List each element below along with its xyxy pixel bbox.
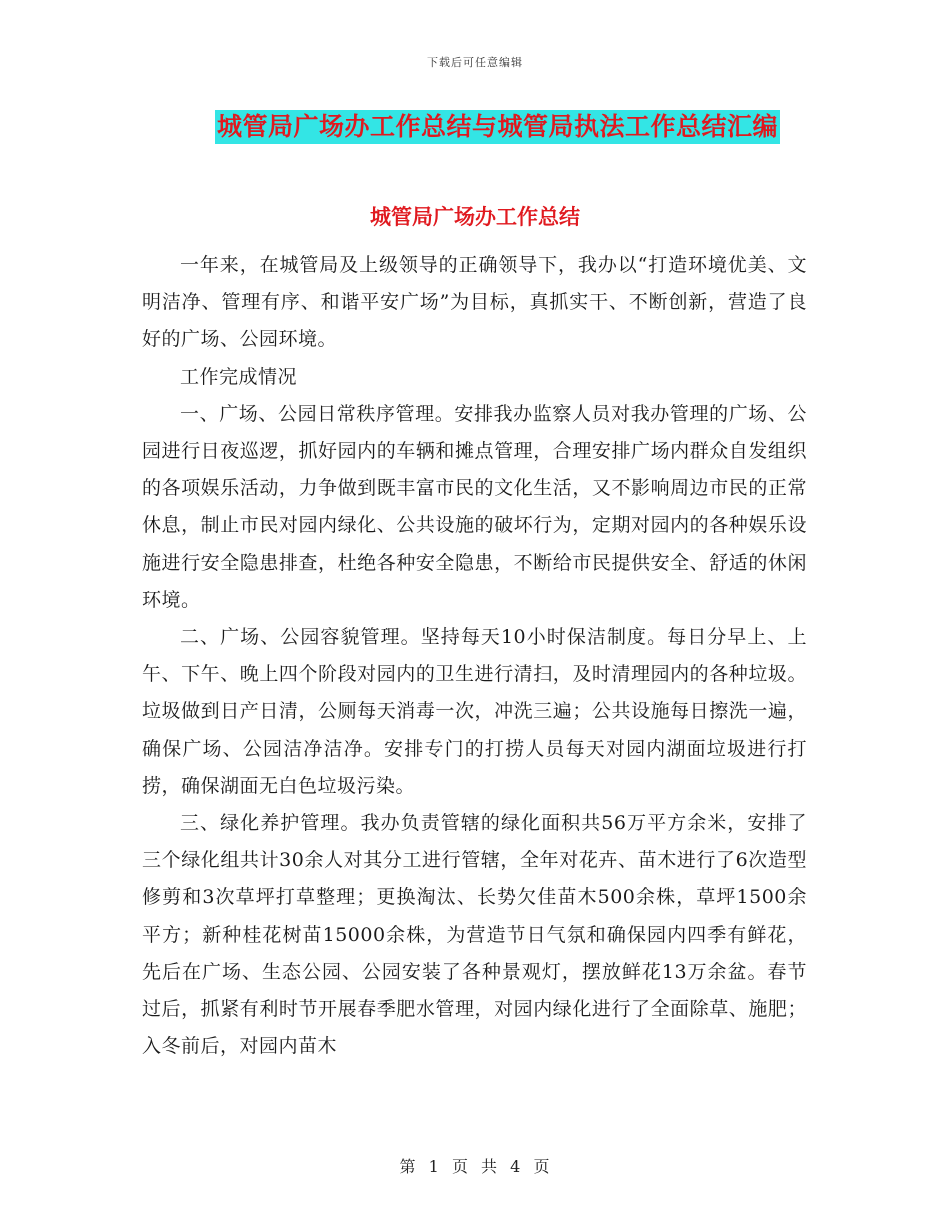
header-note: 下载后可任意编辑: [427, 56, 523, 69]
section-title: 城管局广场办工作总结: [370, 205, 580, 229]
document-body: [142, 247, 807, 1065]
footer-label-unit: 页: [451, 1157, 469, 1176]
footer-current-page: 1: [428, 1157, 440, 1176]
footer-total-pages: 4: [510, 1157, 522, 1176]
footer-label-unit2: 页: [533, 1157, 551, 1176]
footer-label-total: 共: [481, 1157, 499, 1176]
main-title-container: [0, 110, 950, 144]
paragraph-intro: 一年来，在城管局及上级领导的正确领导下，我办以“打造环境优美、文明洁净、管理有序、和谐平安广场”为目标，真抓实干、不断创新，营造了良好的广场、公园环境。: [142, 254, 807, 351]
paragraph-appearance-management: 二、广场、公园容貌管理。坚持每天10小时保洁制度。每日分早上、上午、下午、晚上四个阶段对园内的卫生进行清扫，及时清理园内的各种垃圾。垃圾做到日产日清，公厕每天消毒一次，冲洗三遍；公共设施每日擦洗一遍，确保广场、公园洁净洁净。安排专门的打捞人员每天对园内湖面垃圾进行打捞，确保湖面无白色垃圾污染。: [142, 626, 807, 797]
paragraph-heading: 工作完成情况: [180, 365, 298, 388]
paragraph-greening-management: 三、绿化养护管理。我办负责管辖的绿化面积共56万平方余米，安排了三个绿化组共计30余人对其分工进行管辖，全年对花卉、苗木进行了6次造型修剪和3次草坪打草整理；更换淘汰、长势欠佳苗木500余株，草坪1500余平方；新种桂花树苗15000余株，为营造节日气氛和确保园内四季有鲜花，先后在广场、生态公园、公园安装了各种景观灯，摆放鲜花13万余盆。春节过后，抓紧有利时节开展春季肥水管理，对园内绿化进行了全面除草、施肥；入冬前后，对园内苗木: [142, 812, 807, 1058]
main-title: 城管局广场办工作总结与城管局执法工作总结汇编: [215, 110, 780, 144]
footer-label-page: 第: [399, 1157, 417, 1176]
paragraph-order-management: 一、广场、公园日常秩序管理。安排我办监察人员对我办管理的广场、公园进行日夜巡逻，抓好园内的车辆和摊点管理，合理安排广场内群众自发组织的各项娱乐活动，力争做到既丰富市民的文化生活，又不影响周边市民的正常休息，制止市民对园内绿化、公共设施的破坏行为，定期对园内的各种娱乐设施进行安全隐患排查，杜绝各种安全隐患，不断给市民提供安全、舒适的休闲环境。: [142, 402, 807, 611]
page-footer: [0, 1154, 950, 1177]
